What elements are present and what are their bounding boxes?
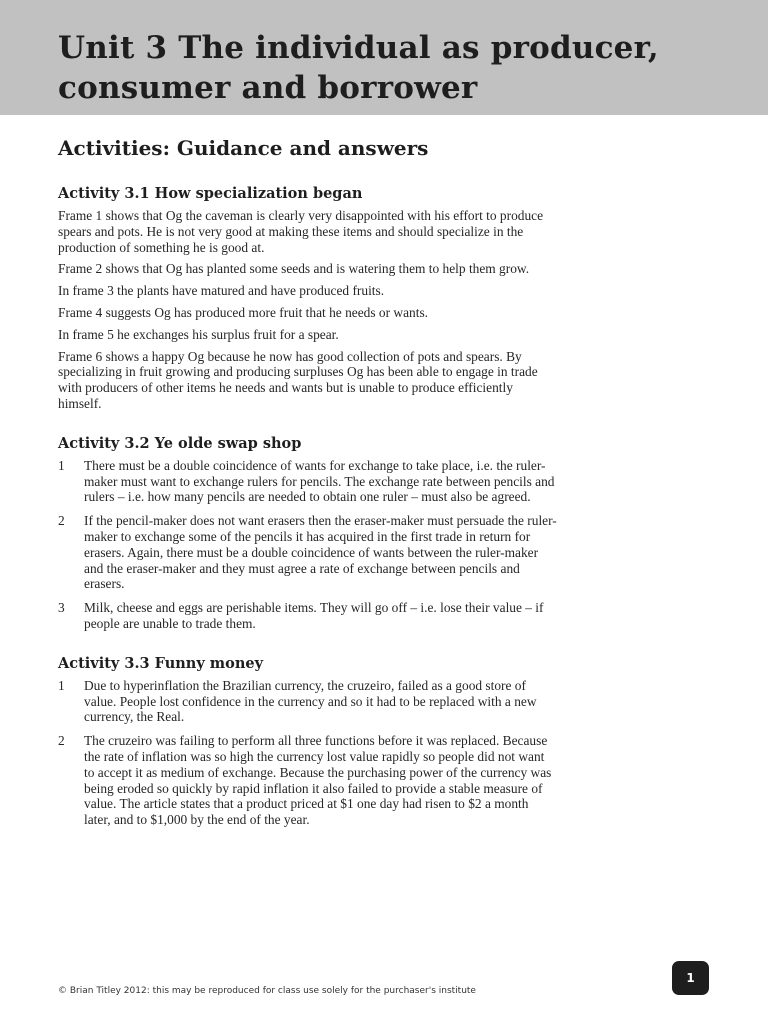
paragraph: Frame 4 suggests Og has produced more fruit that he needs or wants. — [58, 304, 429, 320]
activity-3-3 — [58, 654, 558, 828]
item-number: 3 — [58, 600, 65, 616]
list-item — [58, 513, 558, 592]
item-text: Due to hyperinflation the Brazilian currency, the cruzeiro, failed as a good store of value. People lost confidence in the currency and so it had to be replaced with a new currency, the Real. — [84, 677, 537, 725]
paragraph: Frame 1 shows that Og the caveman is clearly very disappointed with his effort to produce spears and pots. He is not very good at making these items and should specialize in the production of something he is good at. — [58, 208, 544, 255]
paragraph: In frame 5 he exchanges his surplus fruit for a spear. — [58, 326, 339, 342]
item-text: If the pencil-maker does not want erasers then the eraser-maker must persuade the ruler-maker to exchange some of the pencils it has acquired in the first trade in return for erasers. Again, there must be a double coincidence of wants between the ruler-maker and the eraser-maker and they must agree a rate of exchange between pencils and erasers. — [84, 513, 557, 592]
header-band — [0, 0, 768, 115]
paragraph: In frame 3 the plants have matured and have produced fruits. — [58, 283, 385, 299]
footer-copyright: © Brian Titley 2012: this may be reproduced for class use solely for the purchaser's institute — [58, 986, 476, 996]
item-text: Milk, cheese and eggs are perishable items. They will go off – i.e. lose their value – if people are unable to trade them. — [84, 600, 544, 631]
activity-3-2 — [58, 434, 558, 632]
paragraph: Frame 2 shows that Og has planted some seeds and is watering them to help them grow. — [58, 261, 530, 277]
list-item — [58, 600, 558, 632]
item-number: 2 — [58, 513, 65, 529]
item-number: 1 — [58, 457, 65, 473]
activity-heading: Activity 3.1 How specialization began — [58, 185, 363, 202]
activity-heading: Activity 3.2 Ye olde swap shop — [58, 434, 302, 452]
activity-heading: Activity 3.3 Funny money — [58, 654, 264, 672]
item-text: There must be a double coincidence of wants for exchange to take place, i.e. the ruler-maker must want to exchange rulers for pencils. The exchange rate between pencils and rulers – i.e. how many pencils are needed to obtain one ruler – must also be agreed. — [84, 457, 555, 505]
main-content — [58, 134, 558, 850]
item-number: 2 — [58, 733, 65, 749]
item-text: The cruzeiro was failing to perform all three functions before it was replaced. Because the rate of inflation was so high the currency lost value rapidly so people did not want to accept it as medium of exchange. Because the purchasing power of the currency was being eroded so quickly by rapid inflation it also failed to provide a stable measure of value. The article states that a product priced at $1 one day had risen to $2 a month later, and to $1,000 by the end of the year. — [84, 733, 552, 828]
unit-title: Unit 3 The individual as producer, consumer and borrower — [58, 30, 659, 106]
list-item — [58, 458, 558, 505]
item-number: 1 — [58, 677, 65, 693]
list-item — [58, 733, 558, 828]
page-number-badge: 1 — [672, 961, 709, 995]
numbered-list — [58, 678, 558, 828]
list-item — [58, 678, 558, 725]
activity-3-1 — [58, 184, 558, 412]
section-heading: Activities: Guidance and answers — [58, 136, 429, 160]
numbered-list — [58, 458, 558, 632]
paragraph: Frame 6 shows a happy Og because he now has good collection of pots and spears. By specializing in fruit growing and producing surpluses Og has been able to engage in trade with producers of other items he needs and wants but is unable to produce efficiently himself. — [58, 348, 538, 411]
